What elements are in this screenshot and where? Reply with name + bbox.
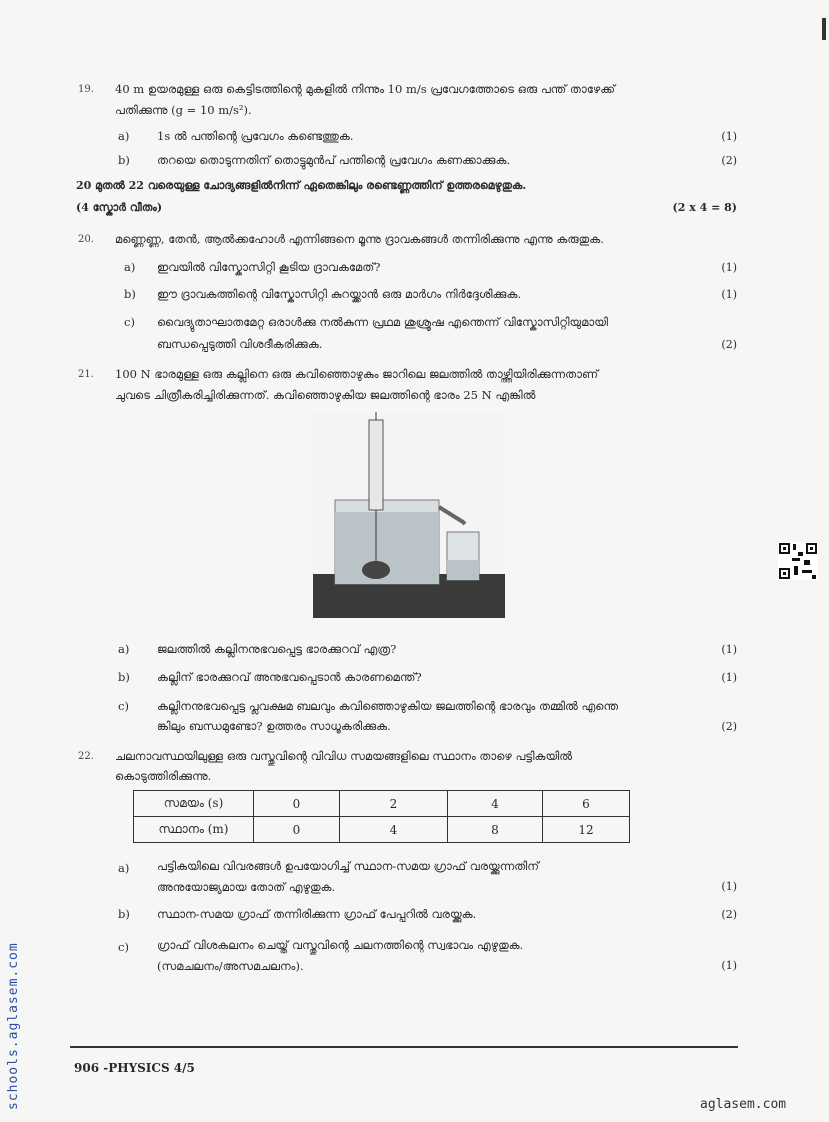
sub-label: a)	[118, 861, 130, 875]
sub-label: b)	[118, 907, 130, 921]
q21-number: 21.	[78, 369, 94, 380]
q21a-text: ജലത്തിൽ കല്ലിനനുഭവപ്പെട്ട ഭാരക്കുറവ് എത്ര?	[157, 642, 397, 656]
brand-watermark: aglasem.com	[700, 1097, 787, 1112]
q20-text: മണ്ണെണ്ണ, തേൻ, ആൽക്കഹോൾ എന്നിങ്ങനെ മൂന്നു ദ്രാവകങ്ങൾ തന്നിരിക്കുന്നു എന്നു കരുതുക.	[115, 232, 604, 246]
overflow-jar-figure	[313, 412, 505, 618]
q20b-text: ഈ ദ്രാവകത്തിന്റെ വിസ്കോസിറ്റി കുറയ്ക്കാൻ ഒരു മാർഗം നിർദ്ദേശിക്കുക.	[157, 287, 522, 301]
table-cell: 2	[340, 791, 448, 817]
spring-balance	[369, 420, 383, 510]
sub-label: b)	[118, 153, 130, 167]
q22a-text: അനുയോജ്യമായ തോത് എഴുതുക.	[157, 880, 336, 894]
section-marks: (2 x 4 = 8)	[672, 201, 737, 214]
page-edge-mark	[822, 18, 826, 40]
q22b-text: സ്ഥാന-സമയ ഗ്രാഫ് തന്നിരിക്കുന്ന ഗ്രാഫ് പേപ്പറിൽ വരയ്ക്കുക.	[157, 907, 477, 921]
sub-label: c)	[124, 315, 135, 329]
marks: (1)	[721, 671, 737, 684]
sub-label: a)	[124, 260, 136, 274]
table-cell: 0	[254, 791, 340, 817]
row-header: സ്ഥാനം (m)	[134, 817, 254, 843]
marks: (1)	[721, 130, 737, 143]
q19-text: 40 m ഉയരമുള്ള ഒരു കെട്ടിടത്തിന്റെ മുകളിൽ നിന്നും 10 m/s പ്രവേഗത്തോടെ ഒരു പന്ത് താഴേക്ക്	[115, 82, 616, 96]
footer-rule	[70, 1046, 738, 1048]
q21c-text: കല്ലിനനുഭവപ്പെട്ട പ്ലവക്ഷമ ബലവും കവിഞ്ഞൊഴുകിയ ജലത്തിന്റെ ഭാരവും തമ്മിൽ എന്തെ	[157, 699, 619, 713]
q19-number: 19.	[78, 84, 94, 95]
marks: (1)	[721, 880, 737, 893]
marks: (1)	[721, 261, 737, 274]
q19a-text: 1s ൽ പന്തിന്റെ പ്രവേഗം കണ്ടെത്തുക.	[157, 129, 354, 143]
q22c-text: ഗ്രാഫ് വിശകലനം ചെയ്ത് വസ്തുവിന്റെ ചലനത്തിന്റെ സ്വഭാവം എഴുതുക.	[157, 938, 524, 952]
marks: (2)	[721, 908, 737, 921]
table-row	[134, 791, 630, 817]
table-cell: 0	[254, 817, 340, 843]
sub-label: b)	[124, 287, 136, 301]
table-row	[134, 817, 630, 843]
row-header: സമയം (s)	[134, 791, 254, 817]
table-cell: 12	[543, 817, 630, 843]
sub-label: c)	[118, 940, 129, 954]
q20c-text: ബന്ധപ്പെടുത്തി വിശദീകരിക്കുക.	[157, 337, 323, 351]
q22-text: ചലനാവസ്ഥയിലുള്ള ഒരു വസ്തുവിന്റെ വിവിധ സമയങ്ങളിലെ സ്ഥാനം താഴെ പട്ടികയിൽ	[115, 749, 573, 763]
marks: (2)	[721, 720, 737, 733]
q20c-text: വൈദ്യുതാഘാതമേറ്റ ഒരാൾക്കു നൽകുന്ന പ്രഥമ ശുശ്രൂഷ എന്തെന്ന് വിസ്കോസിറ്റിയുമായി	[157, 315, 609, 329]
side-watermark: schools.aglasem.com	[6, 942, 21, 1110]
marks: (1)	[721, 643, 737, 656]
marks: (1)	[721, 959, 737, 972]
sub-label: c)	[118, 699, 129, 713]
position-time-table	[133, 790, 630, 843]
marks: (2)	[721, 154, 737, 167]
q20a-text: ഇവയിൽ വിസ്കോസിറ്റി കൂടിയ ദ്രാവകമേത്?	[157, 260, 381, 274]
q22-number: 22.	[78, 751, 94, 762]
q19b-text: തറയെ തൊടുന്നതിന് തൊട്ടുമുൻപ് പന്തിന്റെ പ്രവേഗം കണക്കാക്കുക.	[157, 153, 511, 167]
q22a-text: പട്ടികയിലെ വിവരങ്ങൾ ഉപയോഗിച്ച് സ്ഥാന-സമയ ഗ്രാഫ് വരയ്ക്കുന്നതിന്	[157, 859, 539, 873]
sub-label: a)	[118, 129, 130, 143]
q21b-text: കല്ലിന് ഭാരക്കുറവ് അനുഭവപ്പെടാൻ കാരണമെന്ത്?	[157, 670, 422, 684]
footer-code: 906 -PHYSICS 4/5	[74, 1061, 195, 1075]
qr-code-icon	[778, 542, 818, 580]
q22c-text: (സമചലനം/അസമചലനം).	[157, 959, 304, 973]
sub-label: a)	[118, 642, 130, 656]
q21-text: 100 N ഭാരമുള്ള ഒരു കല്ലിനെ ഒരു കവിഞ്ഞൊഴുകും ജാറിലെ ജലത്തിൽ താഴ്ത്തിയിരിക്കുന്നതാണ്	[115, 367, 599, 381]
q21c-text: ങ്കിലും ബന്ധമുണ്ടോ? ഉത്തരം സാധൂകരിക്കുക.	[157, 719, 391, 733]
table-cell: 8	[448, 817, 543, 843]
sub-label: b)	[118, 670, 130, 684]
q20-number: 20.	[78, 234, 94, 245]
marks: (1)	[721, 288, 737, 301]
q22-text: കൊടുത്തിരിക്കുന്നു.	[115, 769, 212, 783]
marks: (2)	[721, 338, 737, 351]
table-cell: 4	[340, 817, 448, 843]
section-score: (4 സ്കോർ വീതം)	[76, 201, 163, 214]
stone	[362, 561, 390, 579]
q19-text: പതിക്കുന്നു (g = 10 m/s²).	[115, 103, 252, 117]
q21-text: ചുവടെ ചിത്രീകരിച്ചിരിക്കുന്നത്. കവിഞ്ഞൊഴുകിയ ജലത്തിന്റെ ഭാരം 25 N എങ്കിൽ	[115, 388, 536, 402]
section-instruction: 20 മുതൽ 22 വരെയുള്ള ചോദ്യങ്ങളിൽനിന്ന് ഏതെങ്കിലും രണ്ടെണ്ണത്തിന് ഉത്തരമെഴുതുക.	[76, 179, 527, 192]
table-cell: 6	[543, 791, 630, 817]
table-cell: 4	[448, 791, 543, 817]
